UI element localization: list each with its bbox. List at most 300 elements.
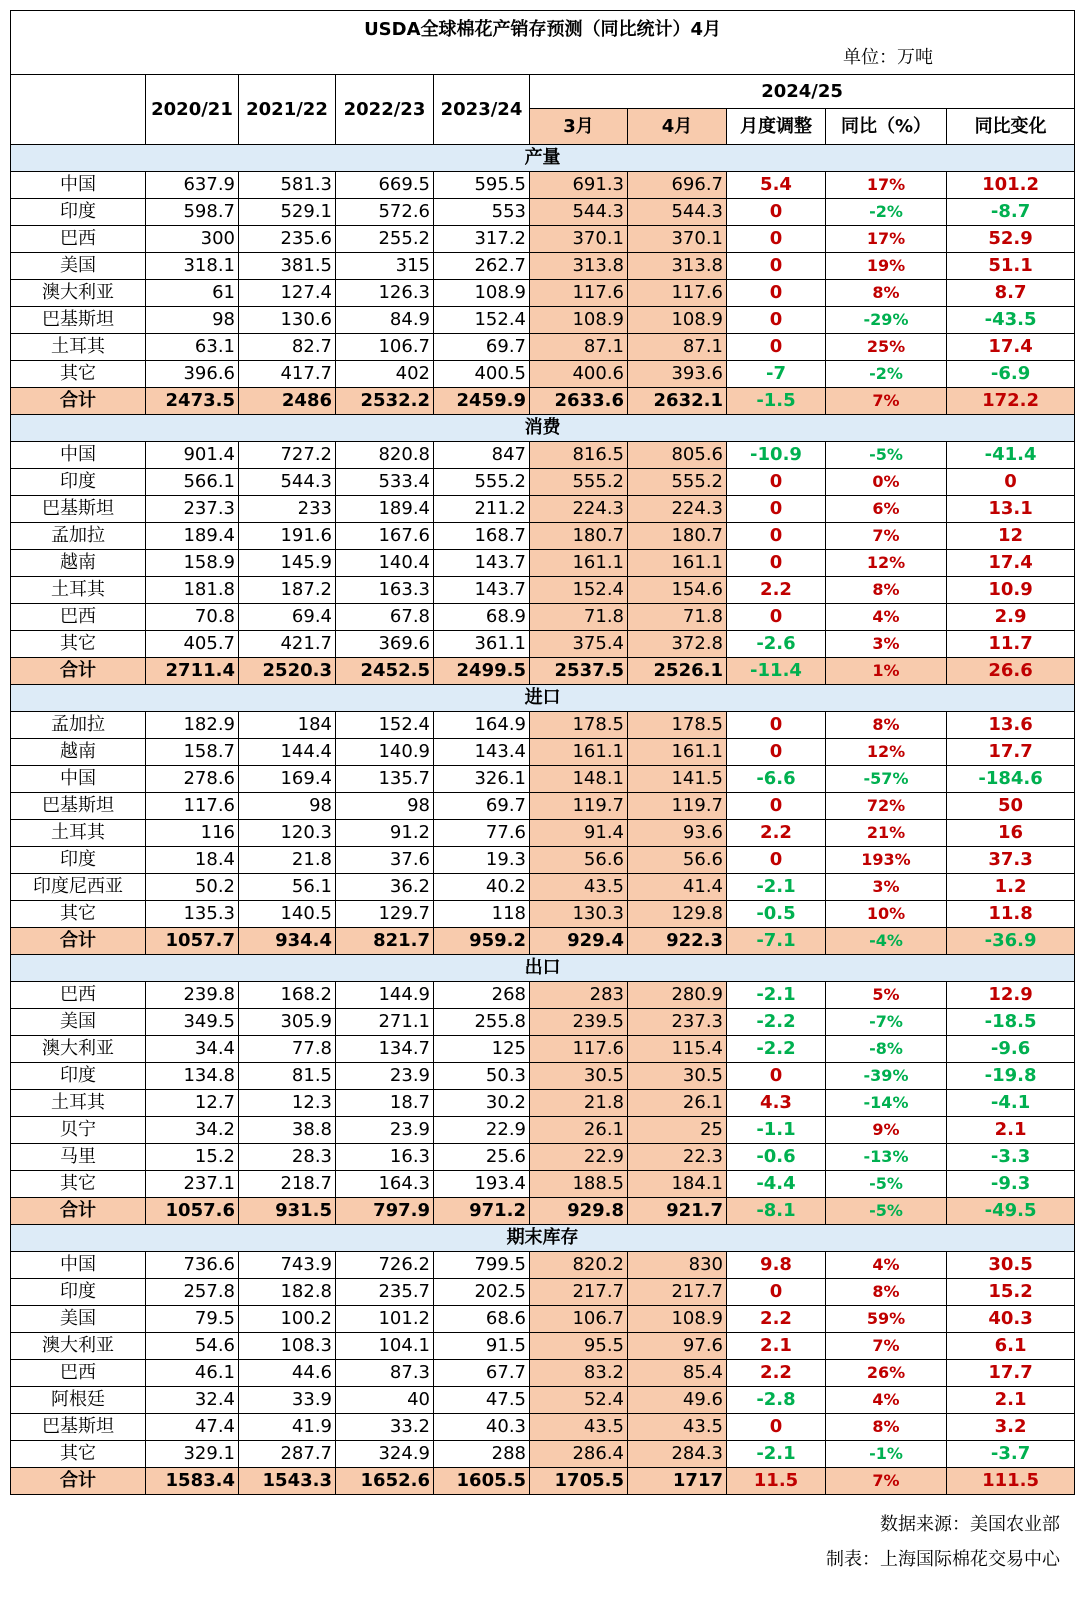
total-row (11, 658, 1075, 685)
table-row (11, 766, 1075, 793)
section-header-row (11, 685, 1075, 712)
monthly-adjustment-cell: 2.2 (727, 1360, 826, 1387)
yoy-change-cell: 40.3 (947, 1306, 1075, 1333)
monthly-adjustment-cell: 0 (727, 334, 826, 361)
yoy-change-cell: 17.4 (947, 334, 1075, 361)
history-value-cell: 67.7 (434, 1360, 530, 1387)
history-value-cell: 23.9 (336, 1063, 434, 1090)
table-row (11, 307, 1075, 334)
table-row (11, 1144, 1075, 1171)
history-value-cell: 104.1 (336, 1333, 434, 1360)
history-value-cell: 2486 (239, 388, 336, 415)
history-value-cell: 100.2 (239, 1306, 336, 1333)
history-value-cell: 140.5 (239, 901, 336, 928)
history-value-cell: 218.7 (239, 1171, 336, 1198)
yoy-pct-cell: -39% (826, 1063, 947, 1090)
march-value-cell: 929.8 (530, 1198, 628, 1225)
yoy-change-cell: 101.2 (947, 172, 1075, 199)
table-row (11, 604, 1075, 631)
history-value-cell: 533.4 (336, 469, 434, 496)
yoy-pct-cell: 8% (826, 280, 947, 307)
history-value-cell: 164.9 (434, 712, 530, 739)
april-value-cell: 805.6 (628, 442, 727, 469)
history-value-cell: 934.4 (239, 928, 336, 955)
yoy-change-cell: 1.2 (947, 874, 1075, 901)
table-row (11, 1117, 1075, 1144)
header-blank (11, 75, 146, 145)
history-value-cell: 38.8 (239, 1117, 336, 1144)
history-value-cell: 46.1 (146, 1360, 239, 1387)
history-value-cell: 40.2 (434, 874, 530, 901)
history-value-cell: 77.6 (434, 820, 530, 847)
yoy-pct-cell: 8% (826, 577, 947, 604)
history-value-cell: 40.3 (434, 1414, 530, 1441)
history-value-cell: 37.6 (336, 847, 434, 874)
history-value-cell: 87.3 (336, 1360, 434, 1387)
yoy-pct-cell: -29% (826, 307, 947, 334)
yoy-pct-cell: 12% (826, 550, 947, 577)
march-value-cell: 119.7 (530, 793, 628, 820)
total-row (11, 928, 1075, 955)
table-row (11, 820, 1075, 847)
history-value-cell: 2452.5 (336, 658, 434, 685)
history-value-cell: 63.1 (146, 334, 239, 361)
history-value-cell: 101.2 (336, 1306, 434, 1333)
history-value-cell: 144.9 (336, 982, 434, 1009)
march-value-cell: 555.2 (530, 469, 628, 496)
march-value-cell: 43.5 (530, 1414, 628, 1441)
history-value-cell: 555.2 (434, 469, 530, 496)
section-header-row (11, 955, 1075, 982)
april-value-cell: 25 (628, 1117, 727, 1144)
history-value-cell: 727.2 (239, 442, 336, 469)
header-monthly-adjustment: 月度调整 (727, 109, 826, 145)
april-value-cell: 922.3 (628, 928, 727, 955)
history-value-cell: 237.3 (146, 496, 239, 523)
history-value-cell: 736.6 (146, 1252, 239, 1279)
country-cell: 其它 (11, 1171, 146, 1198)
history-value-cell: 821.7 (336, 928, 434, 955)
history-value-cell: 669.5 (336, 172, 434, 199)
april-value-cell: 161.1 (628, 739, 727, 766)
april-value-cell: 544.3 (628, 199, 727, 226)
history-value-cell: 1057.6 (146, 1198, 239, 1225)
yoy-change-cell: 16 (947, 820, 1075, 847)
history-value-cell: 202.5 (434, 1279, 530, 1306)
history-value-cell: 1057.7 (146, 928, 239, 955)
history-value-cell: 130.6 (239, 307, 336, 334)
april-value-cell: 87.1 (628, 334, 727, 361)
history-value-cell: 184 (239, 712, 336, 739)
history-value-cell: 41.9 (239, 1414, 336, 1441)
history-value-cell: 68.6 (434, 1306, 530, 1333)
march-value-cell: 52.4 (530, 1387, 628, 1414)
history-value-cell: 421.7 (239, 631, 336, 658)
table-row (11, 253, 1075, 280)
yoy-change-cell: 2.1 (947, 1117, 1075, 1144)
monthly-adjustment-cell: 0 (727, 307, 826, 334)
april-value-cell: 184.1 (628, 1171, 727, 1198)
march-value-cell: 117.6 (530, 280, 628, 307)
country-cell: 阿根廷 (11, 1387, 146, 1414)
yoy-pct-cell: 3% (826, 874, 947, 901)
history-value-cell: 56.1 (239, 874, 336, 901)
march-value-cell: 87.1 (530, 334, 628, 361)
history-value-cell: 268 (434, 982, 530, 1009)
history-value-cell: 187.2 (239, 577, 336, 604)
country-cell: 巴基斯坦 (11, 1414, 146, 1441)
header-april: 4月 (628, 109, 727, 145)
yoy-pct-cell: -8% (826, 1036, 947, 1063)
april-value-cell: 97.6 (628, 1333, 727, 1360)
table-row (11, 226, 1075, 253)
history-value-cell: 158.7 (146, 739, 239, 766)
country-cell: 中国 (11, 1252, 146, 1279)
history-value-cell: 140.4 (336, 550, 434, 577)
history-value-cell: 931.5 (239, 1198, 336, 1225)
monthly-adjustment-cell: -6.6 (727, 766, 826, 793)
history-value-cell: 106.7 (336, 334, 434, 361)
history-value-cell: 2473.5 (146, 388, 239, 415)
history-value-cell: 349.5 (146, 1009, 239, 1036)
table-row (11, 1009, 1075, 1036)
history-value-cell: 143.7 (434, 550, 530, 577)
history-value-cell: 34.2 (146, 1117, 239, 1144)
monthly-adjustment-cell: -2.2 (727, 1036, 826, 1063)
history-value-cell: 127.4 (239, 280, 336, 307)
yoy-change-cell: 15.2 (947, 1279, 1075, 1306)
april-value-cell: 108.9 (628, 1306, 727, 1333)
history-value-cell: 33.2 (336, 1414, 434, 1441)
history-value-cell: 959.2 (434, 928, 530, 955)
yoy-change-cell: 12 (947, 523, 1075, 550)
monthly-adjustment-cell: 0 (727, 199, 826, 226)
april-value-cell: 85.4 (628, 1360, 727, 1387)
monthly-adjustment-cell: 0 (727, 847, 826, 874)
table-row (11, 1090, 1075, 1117)
yoy-pct-cell: -5% (826, 442, 947, 469)
april-value-cell: 284.3 (628, 1441, 727, 1468)
march-value-cell: 283 (530, 982, 628, 1009)
march-value-cell: 370.1 (530, 226, 628, 253)
april-value-cell: 555.2 (628, 469, 727, 496)
history-value-cell: 47.4 (146, 1414, 239, 1441)
country-cell: 孟加拉 (11, 712, 146, 739)
history-value-cell: 30.2 (434, 1090, 530, 1117)
history-value-cell: 271.1 (336, 1009, 434, 1036)
history-value-cell: 235.7 (336, 1279, 434, 1306)
yoy-pct-cell: -13% (826, 1144, 947, 1171)
table-row (11, 631, 1075, 658)
history-value-cell: 70.8 (146, 604, 239, 631)
yoy-change-cell: -19.8 (947, 1063, 1075, 1090)
march-value-cell: 180.7 (530, 523, 628, 550)
history-value-cell: 47.5 (434, 1387, 530, 1414)
table-row (11, 982, 1075, 1009)
history-value-cell: 182.8 (239, 1279, 336, 1306)
yoy-change-cell: 2.1 (947, 1387, 1075, 1414)
section-title: 产量 (11, 145, 1075, 172)
yoy-pct-cell: 25% (826, 334, 947, 361)
country-cell: 贝宁 (11, 1117, 146, 1144)
monthly-adjustment-cell: -0.5 (727, 901, 826, 928)
country-cell: 越南 (11, 739, 146, 766)
monthly-adjustment-cell: 0 (727, 739, 826, 766)
history-value-cell: 182.9 (146, 712, 239, 739)
april-value-cell: 56.6 (628, 847, 727, 874)
monthly-adjustment-cell: -7 (727, 361, 826, 388)
march-value-cell: 161.1 (530, 739, 628, 766)
country-cell: 巴基斯坦 (11, 496, 146, 523)
country-cell: 其它 (11, 631, 146, 658)
march-value-cell: 286.4 (530, 1441, 628, 1468)
country-cell: 其它 (11, 1441, 146, 1468)
country-cell: 巴西 (11, 982, 146, 1009)
history-value-cell: 233 (239, 496, 336, 523)
yoy-pct-cell: -57% (826, 766, 947, 793)
monthly-adjustment-cell: -2.1 (727, 1441, 826, 1468)
history-value-cell: 797.9 (336, 1198, 434, 1225)
table-row (11, 1360, 1075, 1387)
monthly-adjustment-cell: 2.1 (727, 1333, 826, 1360)
history-value-cell: 98 (336, 793, 434, 820)
april-value-cell: 108.9 (628, 307, 727, 334)
history-value-cell: 581.3 (239, 172, 336, 199)
yoy-change-cell: 172.2 (947, 388, 1075, 415)
april-value-cell: 2632.1 (628, 388, 727, 415)
history-value-cell: 82.7 (239, 334, 336, 361)
march-value-cell: 43.5 (530, 874, 628, 901)
yoy-pct-cell: 4% (826, 1252, 947, 1279)
history-value-cell: 211.2 (434, 496, 530, 523)
monthly-adjustment-cell: 0 (727, 793, 826, 820)
country-cell: 中国 (11, 172, 146, 199)
history-value-cell: 23.9 (336, 1117, 434, 1144)
monthly-adjustment-cell: 0 (727, 253, 826, 280)
header-march: 3月 (530, 109, 628, 145)
history-value-cell: 164.3 (336, 1171, 434, 1198)
yoy-pct-cell: 193% (826, 847, 947, 874)
total-row (11, 388, 1075, 415)
april-value-cell: 830 (628, 1252, 727, 1279)
history-value-cell: 98 (239, 793, 336, 820)
section-title: 出口 (11, 955, 1075, 982)
history-value-cell: 117.6 (146, 793, 239, 820)
yoy-change-cell: -3.3 (947, 1144, 1075, 1171)
monthly-adjustment-cell: 0 (727, 550, 826, 577)
history-value-cell: 135.3 (146, 901, 239, 928)
yoy-pct-cell: 59% (826, 1306, 947, 1333)
country-cell: 巴西 (11, 1360, 146, 1387)
section-header-row (11, 415, 1075, 442)
monthly-adjustment-cell: 0 (727, 496, 826, 523)
yoy-pct-cell: -2% (826, 361, 947, 388)
march-value-cell: 71.8 (530, 604, 628, 631)
history-value-cell: 69.7 (434, 334, 530, 361)
history-value-cell: 326.1 (434, 766, 530, 793)
table-row (11, 739, 1075, 766)
history-value-cell: 637.9 (146, 172, 239, 199)
history-value-cell: 191.6 (239, 523, 336, 550)
yoy-pct-cell: 5% (826, 982, 947, 1009)
yoy-pct-cell: 7% (826, 523, 947, 550)
history-value-cell: 77.8 (239, 1036, 336, 1063)
table-row (11, 1063, 1075, 1090)
table-row (11, 550, 1075, 577)
history-value-cell: 16.3 (336, 1144, 434, 1171)
history-value-cell: 91.2 (336, 820, 434, 847)
cotton-forecast-sheet (10, 10, 1074, 1495)
country-cell: 中国 (11, 442, 146, 469)
header-yoy-pct: 同比（%） (826, 109, 947, 145)
country-cell: 印度 (11, 1063, 146, 1090)
history-value-cell: 288 (434, 1441, 530, 1468)
table-row (11, 469, 1075, 496)
country-cell: 巴西 (11, 604, 146, 631)
yoy-pct-cell: 21% (826, 820, 947, 847)
yoy-pct-cell: -5% (826, 1171, 947, 1198)
yoy-change-cell: -18.5 (947, 1009, 1075, 1036)
history-value-cell: 79.5 (146, 1306, 239, 1333)
total-row (11, 1198, 1075, 1225)
april-value-cell: 237.3 (628, 1009, 727, 1036)
monthly-adjustment-cell: 0 (727, 1414, 826, 1441)
source-note: 数据来源：美国农业部 (880, 1514, 1060, 1535)
history-value-cell: 135.7 (336, 766, 434, 793)
history-value-cell: 152.4 (336, 712, 434, 739)
country-cell: 澳大利亚 (11, 1333, 146, 1360)
yoy-change-cell: -3.7 (947, 1441, 1075, 1468)
history-value-cell: 237.1 (146, 1171, 239, 1198)
yoy-pct-cell: -2% (826, 199, 947, 226)
monthly-adjustment-cell: -2.1 (727, 982, 826, 1009)
april-value-cell: 180.7 (628, 523, 727, 550)
country-cell: 其它 (11, 361, 146, 388)
history-value-cell: 405.7 (146, 631, 239, 658)
header-year: 2022/23 (336, 75, 434, 145)
country-cell: 合计 (11, 388, 146, 415)
history-value-cell: 820.8 (336, 442, 434, 469)
history-value-cell: 134.8 (146, 1063, 239, 1090)
history-value-cell: 22.9 (434, 1117, 530, 1144)
yoy-pct-cell: -1% (826, 1441, 947, 1468)
header-year: 2021/22 (239, 75, 336, 145)
history-value-cell: 2520.3 (239, 658, 336, 685)
header-forecast-year: 2024/25 (530, 75, 1075, 109)
monthly-adjustment-cell: 0 (727, 1279, 826, 1306)
monthly-adjustment-cell: 4.3 (727, 1090, 826, 1117)
monthly-adjustment-cell: -1.5 (727, 388, 826, 415)
april-value-cell: 696.7 (628, 172, 727, 199)
yoy-pct-cell: 8% (826, 712, 947, 739)
history-value-cell: 189.4 (336, 496, 434, 523)
history-value-cell: 126.3 (336, 280, 434, 307)
history-value-cell: 529.1 (239, 199, 336, 226)
monthly-adjustment-cell: 9.8 (727, 1252, 826, 1279)
history-value-cell: 12.7 (146, 1090, 239, 1117)
april-value-cell: 141.5 (628, 766, 727, 793)
history-value-cell: 193.4 (434, 1171, 530, 1198)
history-value-cell: 134.7 (336, 1036, 434, 1063)
march-value-cell: 106.7 (530, 1306, 628, 1333)
history-value-cell: 18.4 (146, 847, 239, 874)
history-value-cell: 189.4 (146, 523, 239, 550)
yoy-pct-cell: -5% (826, 1198, 947, 1225)
history-value-cell: 81.5 (239, 1063, 336, 1090)
country-cell: 巴基斯坦 (11, 793, 146, 820)
april-value-cell: 41.4 (628, 874, 727, 901)
history-value-cell: 108.3 (239, 1333, 336, 1360)
table-row (11, 1279, 1075, 1306)
yoy-change-cell: 11.7 (947, 631, 1075, 658)
table-row (11, 442, 1075, 469)
monthly-adjustment-cell: 0 (727, 1063, 826, 1090)
yoy-change-cell: 12.9 (947, 982, 1075, 1009)
yoy-change-cell: 6.1 (947, 1333, 1075, 1360)
history-value-cell: 278.6 (146, 766, 239, 793)
history-value-cell: 144.4 (239, 739, 336, 766)
history-value-cell: 118 (434, 901, 530, 928)
march-value-cell: 152.4 (530, 577, 628, 604)
country-cell: 土耳其 (11, 577, 146, 604)
country-cell: 印度 (11, 469, 146, 496)
yoy-pct-cell: 17% (826, 226, 947, 253)
history-value-cell: 255.8 (434, 1009, 530, 1036)
monthly-adjustment-cell: 0 (727, 226, 826, 253)
march-value-cell: 929.4 (530, 928, 628, 955)
history-value-cell: 69.7 (434, 793, 530, 820)
history-value-cell: 257.8 (146, 1279, 239, 1306)
country-cell: 澳大利亚 (11, 280, 146, 307)
march-value-cell: 130.3 (530, 901, 628, 928)
history-value-cell: 152.4 (434, 307, 530, 334)
history-value-cell: 116 (146, 820, 239, 847)
april-value-cell: 119.7 (628, 793, 727, 820)
april-value-cell: 117.6 (628, 280, 727, 307)
march-value-cell: 224.3 (530, 496, 628, 523)
yoy-pct-cell: 7% (826, 1468, 947, 1495)
yoy-change-cell: 13.6 (947, 712, 1075, 739)
yoy-change-cell: -9.3 (947, 1171, 1075, 1198)
yoy-change-cell: 0 (947, 469, 1075, 496)
march-value-cell: 108.9 (530, 307, 628, 334)
history-value-cell: 61 (146, 280, 239, 307)
history-value-cell: 12.3 (239, 1090, 336, 1117)
yoy-pct-cell: -14% (826, 1090, 947, 1117)
history-value-cell: 598.7 (146, 199, 239, 226)
history-value-cell: 108.9 (434, 280, 530, 307)
history-value-cell: 572.6 (336, 199, 434, 226)
history-value-cell: 19.3 (434, 847, 530, 874)
history-value-cell: 743.9 (239, 1252, 336, 1279)
history-value-cell: 25.6 (434, 1144, 530, 1171)
yoy-pct-cell: 3% (826, 631, 947, 658)
history-value-cell: 129.7 (336, 901, 434, 928)
history-value-cell: 726.2 (336, 1252, 434, 1279)
april-value-cell: 129.8 (628, 901, 727, 928)
history-value-cell: 163.3 (336, 577, 434, 604)
country-cell: 巴西 (11, 226, 146, 253)
history-value-cell: 1605.5 (434, 1468, 530, 1495)
country-cell: 土耳其 (11, 820, 146, 847)
history-value-cell: 67.8 (336, 604, 434, 631)
history-value-cell: 69.4 (239, 604, 336, 631)
history-value-cell: 566.1 (146, 469, 239, 496)
country-cell: 孟加拉 (11, 523, 146, 550)
table-row (11, 1414, 1075, 1441)
history-value-cell: 145.9 (239, 550, 336, 577)
yoy-change-cell: -8.7 (947, 199, 1075, 226)
